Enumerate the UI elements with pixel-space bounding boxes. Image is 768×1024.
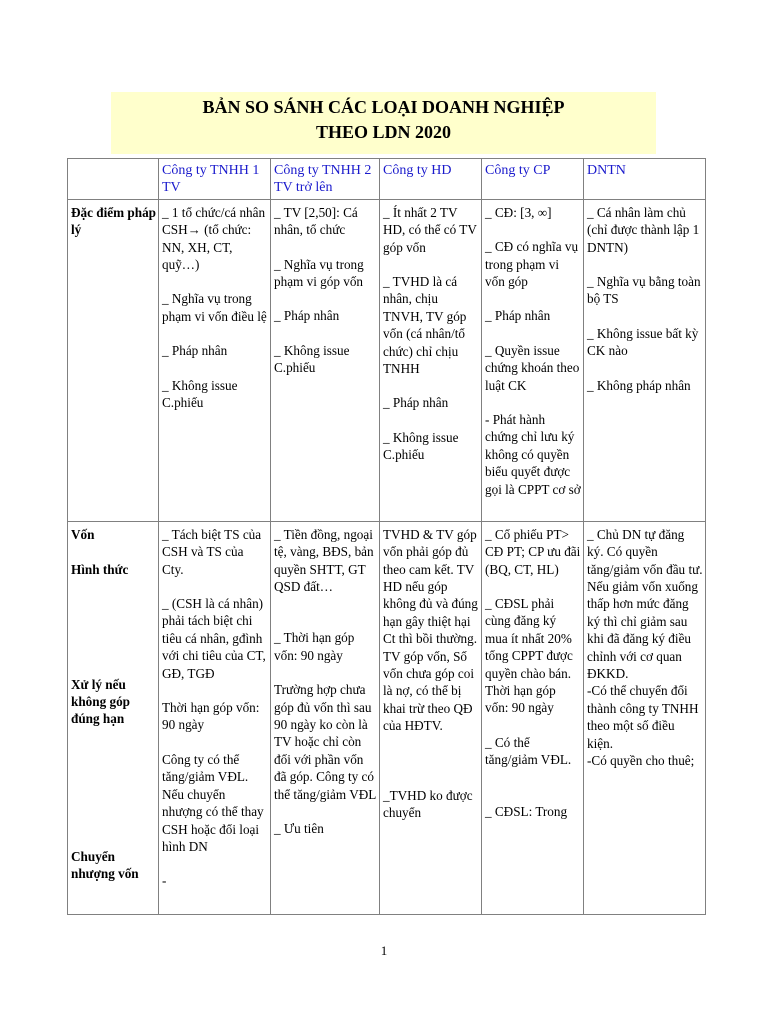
row-label-chuyen-nhuong: Chuyển nhượng vốn — [71, 848, 139, 882]
cell-paragraph: _ Thời hạn góp vốn: 90 ngày — [274, 630, 355, 663]
cell-paragraph: _ Cổ phiếu PT> CĐ PT; CP ưu đãi (BQ, CT, HL) — [485, 526, 581, 577]
cell-capital-tnhh1 — [159, 521, 271, 914]
cell-paragraph: _ Tách biệt TS của CSH và TS của Cty. — [162, 526, 262, 577]
row-label-legal — [68, 199, 159, 521]
row-label-text: Đặc điểm pháp lý — [71, 204, 156, 238]
cell-legal-tnhh1 — [159, 199, 271, 521]
cell-paragraph: _ Pháp nhân — [485, 308, 551, 324]
cell-paragraph: _ TVHD là cá nhân, chịu TNVH, TV góp vốn (cá nhân/tổ chức) chỉ chịu TNHH — [383, 274, 467, 377]
cell-legal-hd — [380, 199, 482, 521]
cell-paragraph: TVHD & TV góp vốn phải góp đủ theo cam kết. TV HD nếu góp không đủ và đúng hạn gây thiệt hại Ct thì bồi thường. TV góp vốn, Số vốn chưa góp coi là nợ, có thể bị khai trừ theo QĐ của HĐTV. — [383, 526, 478, 734]
cell-paragraph: _ Không issue C.phiếu — [162, 377, 238, 411]
cell-paragraph: _ Không issue bất kỳ CK nào — [587, 325, 699, 359]
header-cong-ty-cp: Công ty CP — [482, 159, 584, 200]
cell-legal-cp — [482, 199, 584, 521]
cell-paragraph: _TVHD ko được chuyển — [383, 787, 473, 821]
cell-paragraph: _ Pháp nhân — [162, 343, 228, 359]
cell-paragraph: _ Pháp nhân — [383, 395, 449, 411]
document-title-line2: THEO LDN 2020 — [315, 122, 452, 142]
cell-paragraph: _ Không issue C.phiếu — [383, 429, 459, 463]
header-dntn: DNTN — [584, 159, 706, 200]
document-title-line1: BẢN SO SÁNH CÁC LOẠI DOANH NGHIỆP — [202, 97, 565, 117]
cell-paragraph: _ CĐSL: Trong — [485, 803, 568, 819]
header-cell-empty — [68, 159, 159, 200]
cell-capital-dntn — [584, 521, 706, 914]
cell-paragraph: _ CĐ có nghĩa vụ trong phạm vi vốn góp — [485, 239, 579, 290]
cell-paragraph: _ Nghĩa vụ trong phạm vi góp vốn — [274, 256, 364, 290]
cell-paragraph: _ Tiền đồng, ngoại tệ, vàng, BĐS, bản quyền SHTT, GT QSD đất… — [274, 526, 374, 595]
cell-capital-cp — [482, 521, 584, 914]
header-tnhh-1tv: Công ty TNHH 1 TV — [159, 159, 271, 200]
cell-paragraph: _ Ít nhất 2 TV HD, có thể có TV góp vốn — [383, 204, 477, 255]
document-title-box — [111, 92, 656, 154]
cell-paragraph: Thời hạn góp vốn: 90 ngày — [162, 700, 260, 733]
cell-paragraph: _ Chủ DN tự đăng ký. Có quyền tăng/giảm vốn đầu tư. Nếu giảm vốn xuống thấp hơn mức đăng ký thì chỉ giảm sau khi đã đăng ký điều chỉnh với cơ quan ĐKKD. — [587, 526, 703, 682]
cell-paragraph: _ CĐSL phải cùng đăng ký mua ít nhất 20% tổng CPPT được quyền chào bán. Thời hạn góp vốn: 90 ngày — [485, 596, 573, 716]
row-label-hinh-thuc: Hình thức — [71, 562, 129, 578]
cell-paragraph: _ Quyền issue chứng khoán theo luật CK — [485, 342, 580, 393]
table-header-row — [68, 159, 706, 200]
cell-paragraph: _ 1 tổ chức/cá nhân CSH→ (tổ chức: NN, XH, CT, quỹ…) — [162, 204, 266, 273]
row-label-xu-ly: Xử lý nếu không góp đúng hạn — [71, 676, 131, 727]
cell-paragraph: _ Không pháp nhân — [587, 377, 691, 393]
table-row-legal — [68, 199, 706, 521]
cell-paragraph: _ (CSH là cá nhân) phải tách biệt chi tiêu cá nhân, gđình với chi tiêu của CT, GĐ, TGĐ — [162, 596, 266, 681]
cell-paragraph: _ Nghĩa vụ trong phạm vi vốn điều lệ — [162, 291, 267, 324]
cell-legal-tnhh2 — [271, 199, 380, 521]
cell-paragraph: Công ty có thể tăng/giảm VĐL. Nếu chuyển nhượng có thể thay CSH hoặc đổi loại hình DN — [162, 751, 264, 854]
cell-capital-hd — [380, 521, 482, 914]
cell-paragraph: _ Không issue C.phiếu — [274, 342, 350, 376]
page-number: 1 — [380, 943, 388, 958]
cell-paragraph: - — [162, 873, 167, 889]
cell-paragraph: Trường hợp chưa góp đủ vốn thì sau 90 ngày ko còn là TV hoặc chỉ còn đối với phần vốn đã góp. Công ty có thể tăng/giảm VĐL — [274, 682, 377, 802]
cell-paragraph: _ Nghĩa vụ bằng toàn bộ TS — [587, 274, 701, 307]
cell-paragraph: _ Ưu tiên — [274, 821, 324, 837]
cell-paragraph: _ Pháp nhân — [274, 308, 340, 324]
cell-paragraph: -Có thể chuyển đổi thành công ty TNHH theo một số điều kiện. — [587, 683, 699, 751]
cell-paragraph: _ CĐ: [3, ∞] — [485, 204, 552, 220]
header-tnhh-2tv: Công ty TNHH 2 TV trở lên — [271, 159, 380, 200]
cell-legal-dntn — [584, 199, 706, 521]
cell-capital-tnhh2 — [271, 521, 380, 914]
table-row-capital — [68, 521, 706, 914]
cell-paragraph: - Phát hành chứng chỉ lưu ký không có quyền biểu quyết được gọi là CPPT cơ sở — [485, 412, 581, 497]
row-label-capital — [68, 521, 159, 914]
cell-paragraph: _ TV [2,50]: Cá nhân, tổ chức — [274, 204, 358, 238]
comparison-table — [67, 158, 706, 915]
cell-paragraph: _ Có thể tăng/giảm VĐL. — [485, 734, 572, 768]
header-cong-ty-hd: Công ty HD — [380, 159, 482, 200]
cell-paragraph: -Có quyền cho thuê; — [587, 753, 695, 769]
row-label-von: Vốn — [71, 526, 95, 542]
cell-paragraph: _ Cá nhân làm chủ (chỉ được thành lập 1 DNTN) — [587, 204, 700, 255]
